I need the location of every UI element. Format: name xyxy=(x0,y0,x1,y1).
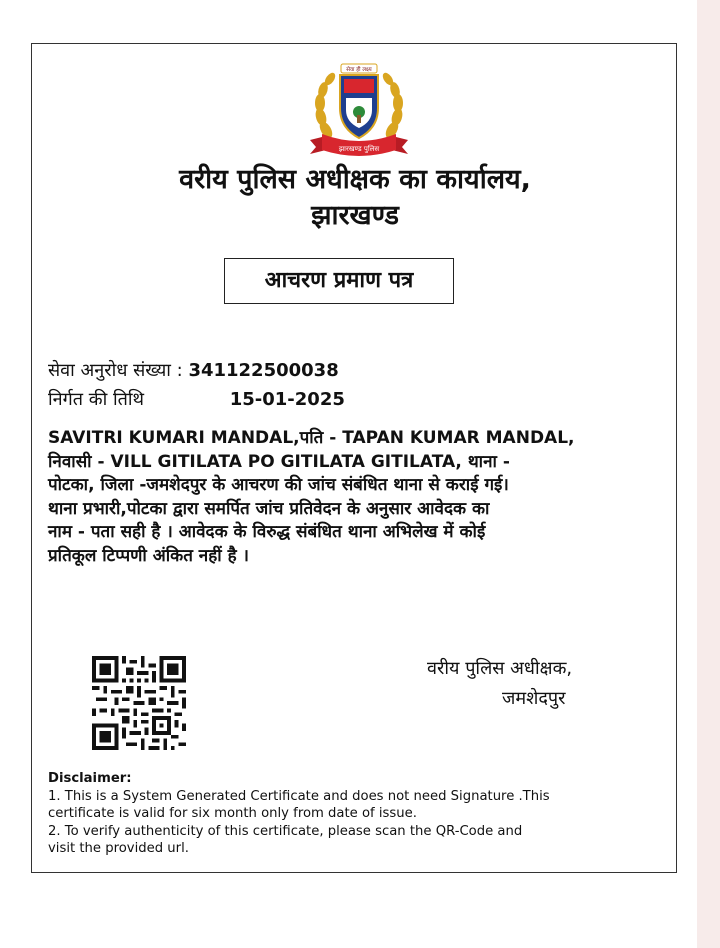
emblem-ribbon-text: झारखण्ड पुलिस xyxy=(338,145,380,153)
right-edge-strip xyxy=(697,0,720,948)
qr-code-icon[interactable] xyxy=(92,656,186,750)
request-number-value: 341122500038 xyxy=(188,360,339,381)
issue-date-row xyxy=(48,385,345,414)
body-line: प्रतिकूल टिप्पणी अंकित नहीं है । xyxy=(48,545,249,566)
signature-designation: वरीय पुलिस अधीक्षक, xyxy=(427,658,573,679)
issue-date-label: निर्गत की तिथि xyxy=(48,389,145,410)
body-line: पोटका, जिला -जमशेदपुर के आचरण की जांच संबंधित थाना से कराई गई। xyxy=(48,475,509,495)
office-title-line1: वरीय पुलिस अधीक्षक का कार्यालय, xyxy=(179,164,531,195)
body-line: SAVITRI KUMARI MANDAL,पति - TAPAN KUMAR MANDAL, xyxy=(48,428,575,448)
disclaimer-line: certificate is valid for six month only from date of issue. xyxy=(48,806,417,821)
office-title xyxy=(32,162,678,234)
disclaimer xyxy=(48,770,648,858)
disclaimer-line: 1. This is a System Generated Certificate and does not need Signature .This xyxy=(48,788,550,804)
signature-block xyxy=(427,654,627,714)
body-line: नाम - पता सही है । आवेदक के विरुद्ध संबंधित थाना अभिलेख में कोई xyxy=(48,522,486,542)
body-line: निवासी - VILL GITILATA PO GITILATA GITILATA, थाना - xyxy=(48,451,510,472)
police-emblem-icon xyxy=(304,60,414,165)
request-number-row xyxy=(48,356,345,385)
certificate-title: आचरण प्रमाण पत्र xyxy=(224,258,454,304)
certificate-body xyxy=(48,427,664,568)
certificate-page xyxy=(31,43,677,873)
signature-place: जमशेदपुर xyxy=(502,688,566,709)
disclaimer-heading: Disclaimer: xyxy=(48,771,132,786)
disclaimer-line: 2. To verify authenticity of this certificate, please scan the QR-Code and xyxy=(48,823,523,839)
request-meta xyxy=(48,356,345,414)
disclaimer-line: visit the provided url. xyxy=(48,841,189,856)
issue-date-value: 15-01-2025 xyxy=(229,389,345,410)
office-title-line2: झारखण्ड xyxy=(311,200,399,231)
body-line: थाना प्रभारी,पोटका द्वारा समर्पित जांच प्रतिवेदन के अनुसार आवेदक का xyxy=(48,498,490,519)
emblem-motto-text: सेवा ही लक्ष्य xyxy=(346,67,372,73)
request-number-label: सेवा अनुरोध संख्या : xyxy=(48,360,183,381)
